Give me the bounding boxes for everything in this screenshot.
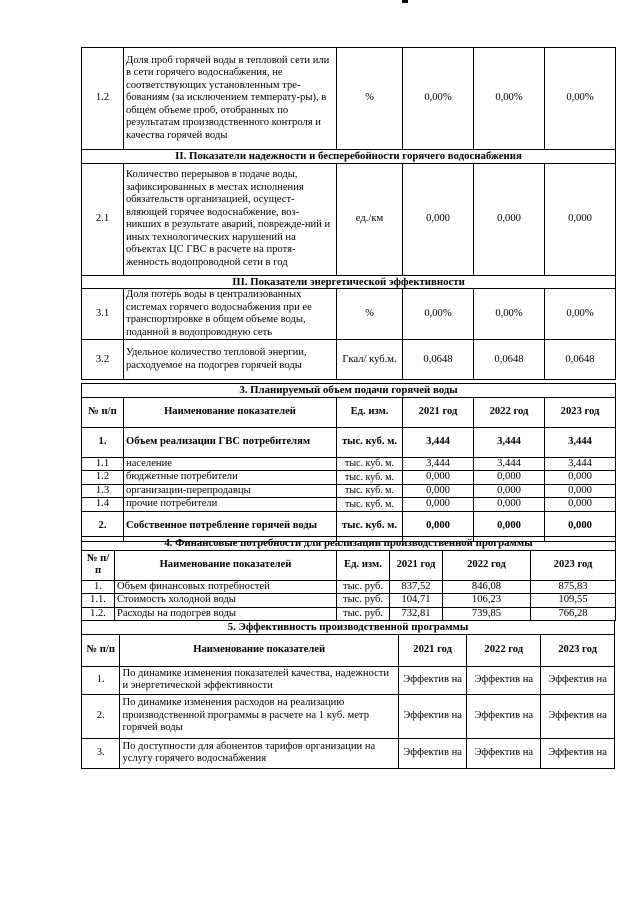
header-2022: 2022 год <box>467 634 541 666</box>
table-row <box>82 163 616 275</box>
table-row <box>82 484 616 498</box>
indicator-name: Объем реализации ГВС потребителям <box>124 427 337 457</box>
header-2022: 2022 год <box>443 550 531 580</box>
section-heading-row <box>82 537 616 551</box>
section-heading-financial: 4. Финансовые потребности для реализации производственной программы <box>82 537 616 551</box>
indicator-name: По динамике изменения показателей качества, надежности и энергетической эффективности <box>120 666 398 694</box>
indicator-name: Стоимость холодной воды <box>115 594 337 608</box>
header-row <box>82 397 616 427</box>
unit-cell: тыс. куб. м. <box>337 484 403 498</box>
section-heading-reliability: II. Показатели надежности и бесперебойности горячего водоснабжения <box>82 150 616 164</box>
section-heading-row <box>82 150 616 164</box>
row-number: 1. <box>82 666 120 694</box>
indicator-name: Объем финансовых потребностей <box>115 580 337 594</box>
indicators-table <box>81 47 616 380</box>
indicator-name: Доля потерь воды в централизованных системах горячего водоснабжения при ее транспортировке в общем объеме воды, поданной в водопроводную сеть <box>124 289 337 340</box>
indicator-name: Количество перерывов в подаче воды, зафиксированных в местах исполнения обязательств организацией, осущест-вляющей горячее водоснабжение, воз-никших в результате аварий, поврежде-ний и иных технологических нарушений на объектах ЦС ГВС в расчете на протя-женность водопроводной сети в год <box>124 163 337 275</box>
value-2022: 0,000 <box>474 511 545 541</box>
value-2021: 0,00% <box>403 289 474 340</box>
value-2022: 0,000 <box>474 471 545 485</box>
value-2023: 766,28 <box>531 607 616 621</box>
value-2021: 837,52 <box>390 580 443 594</box>
value-2022: Эффектив на <box>467 694 541 738</box>
value-2022: 3,444 <box>474 457 545 471</box>
table-row <box>82 427 616 457</box>
value-2021: 0,000 <box>403 471 474 485</box>
value-2023: 3,444 <box>545 457 616 471</box>
header-2021: 2021 год <box>403 397 474 427</box>
table-row <box>82 471 616 485</box>
row-number: 2.1 <box>82 163 124 275</box>
value-2022: 0,00% <box>474 289 545 340</box>
value-2021: 104,71 <box>390 594 443 608</box>
value-2022: 0,000 <box>474 484 545 498</box>
indicator-name: Расходы на подогрев воды <box>115 607 337 621</box>
value-2023: 0,00% <box>545 48 616 150</box>
row-number: 1.2 <box>82 471 124 485</box>
header-name: Наименование показателей <box>115 550 337 580</box>
indicator-name: Доля проб горячей воды в тепловой сети или в сети горячего водоснабжения, не соответствующих установленным тре-бованиям (за исключением температу-ры), в общем объеме проб, отобранных по результатам производственного контроля и качества горячей воды <box>124 48 337 150</box>
header-2022: 2022 год <box>474 397 545 427</box>
unit-cell: тыс. руб. <box>337 580 390 594</box>
value-2023: 0,000 <box>545 471 616 485</box>
section-heading-energy: III. Показатели энергетической эффективности <box>82 275 616 289</box>
table-row <box>82 340 616 380</box>
value-2023: 0,000 <box>545 511 616 541</box>
header-num: № п/п <box>82 550 115 580</box>
section-heading-row <box>82 275 616 289</box>
header-num: № п/п <box>82 634 120 666</box>
table-row <box>82 694 615 738</box>
value-2022: Эффектив на <box>467 738 541 768</box>
unit-cell: тыс. руб. <box>337 594 390 608</box>
unit-cell: тыс. куб. м. <box>337 498 403 512</box>
value-2021: 732,81 <box>390 607 443 621</box>
header-2023: 2023 год <box>541 634 615 666</box>
table-row <box>82 666 615 694</box>
unit-cell: тыс. куб. м. <box>337 471 403 485</box>
row-number: 3.1 <box>82 289 124 340</box>
value-2023: Эффектив на <box>541 694 615 738</box>
row-number: 3.2 <box>82 340 124 380</box>
indicator-name: Собственное потребление горячей воды <box>124 511 337 541</box>
table-row <box>82 594 616 608</box>
row-number: 1.1 <box>82 457 124 471</box>
row-number: 1. <box>82 427 124 457</box>
unit-cell: тыс. куб. м. <box>337 511 403 541</box>
unit-cell: тыс. куб. м. <box>337 457 403 471</box>
row-number: 1.4 <box>82 498 124 512</box>
value-2022: 0,00% <box>474 48 545 150</box>
value-2022: 0,0648 <box>474 340 545 380</box>
row-number: 1.3 <box>82 484 124 498</box>
value-2021: Эффектив на <box>398 694 467 738</box>
value-2021: 0,000 <box>403 498 474 512</box>
value-2023: 0,000 <box>545 163 616 275</box>
value-2022: 106,23 <box>443 594 531 608</box>
indicator-name: бюджетные потребители <box>124 471 337 485</box>
efficiency-table <box>81 620 615 769</box>
unit-cell: тыс. куб. м. <box>337 427 403 457</box>
unit-cell: % <box>337 48 403 150</box>
section-heading-row <box>82 384 616 398</box>
planned-volume-table <box>81 383 616 542</box>
page-number-mark <box>402 0 408 3</box>
value-2021: 3,444 <box>403 457 474 471</box>
row-number: 1. <box>82 580 115 594</box>
section-heading-row <box>82 621 615 635</box>
value-2021: 0,00% <box>403 48 474 150</box>
unit-cell: % <box>337 289 403 340</box>
header-2023: 2023 год <box>531 550 616 580</box>
unit-cell: ед./км <box>337 163 403 275</box>
indicator-name: Удельное количество тепловой энергии, расходуемое на подогрев горячей воды <box>124 340 337 380</box>
header-row <box>82 550 616 580</box>
value-2022: 0,000 <box>474 498 545 512</box>
value-2021: 0,000 <box>403 163 474 275</box>
value-2021: Эффектив на <box>398 738 467 768</box>
header-2021: 2021 год <box>398 634 467 666</box>
value-2023: 0,00% <box>545 289 616 340</box>
row-number: 2. <box>82 511 124 541</box>
table-row <box>82 738 615 768</box>
value-2021: 0,0648 <box>403 340 474 380</box>
value-2022: 846,08 <box>443 580 531 594</box>
header-row <box>82 634 615 666</box>
table-row <box>82 580 616 594</box>
value-2023: 109,55 <box>531 594 616 608</box>
table-row <box>82 498 616 512</box>
header-unit: Ед. изм. <box>337 397 403 427</box>
indicator-name: По динамике изменения расходов на реализацию производственной программы в расчете на 1 куб. метр горячей воды <box>120 694 398 738</box>
value-2023: 0,000 <box>545 498 616 512</box>
section-heading-volume: 3. Планируемый объем подачи горячей воды <box>82 384 616 398</box>
header-name: Наименование показателей <box>120 634 398 666</box>
unit-cell: Гкал/ куб.м. <box>337 340 403 380</box>
value-2022: 3,444 <box>474 427 545 457</box>
value-2023: 0,0648 <box>545 340 616 380</box>
header-unit: Ед. изм. <box>337 550 390 580</box>
table-row <box>82 607 616 621</box>
table-row <box>82 289 616 340</box>
value-2021: 0,000 <box>403 484 474 498</box>
table-row <box>82 457 616 471</box>
value-2021: 3,444 <box>403 427 474 457</box>
row-number: 1.1. <box>82 594 115 608</box>
row-number: 1.2. <box>82 607 115 621</box>
row-number: 3. <box>82 738 120 768</box>
header-2021: 2021 год <box>390 550 443 580</box>
value-2023: 875,83 <box>531 580 616 594</box>
row-number: 1.2 <box>82 48 124 150</box>
indicator-name: По доступности для абонентов тарифов организации на услугу горячего водоснабжения <box>120 738 398 768</box>
header-name: Наименование показателей <box>124 397 337 427</box>
value-2023: 3,444 <box>545 427 616 457</box>
financial-needs-table <box>81 536 616 621</box>
value-2021: 0,000 <box>403 511 474 541</box>
indicator-name: прочие потребители <box>124 498 337 512</box>
value-2022: Эффектив на <box>467 666 541 694</box>
value-2023: Эффектив на <box>541 738 615 768</box>
value-2022: 0,000 <box>474 163 545 275</box>
value-2023: 0,000 <box>545 484 616 498</box>
table-row <box>82 48 616 150</box>
indicator-name: население <box>124 457 337 471</box>
unit-cell: тыс. руб. <box>337 607 390 621</box>
row-number: 2. <box>82 694 120 738</box>
section-heading-efficiency: 5. Эффективность производственной программы <box>82 621 615 635</box>
header-num: № п/п <box>82 397 124 427</box>
value-2021: Эффектив на <box>398 666 467 694</box>
value-2023: Эффектив на <box>541 666 615 694</box>
header-2023: 2023 год <box>545 397 616 427</box>
indicator-name: организации-перепродавцы <box>124 484 337 498</box>
value-2022: 739,85 <box>443 607 531 621</box>
